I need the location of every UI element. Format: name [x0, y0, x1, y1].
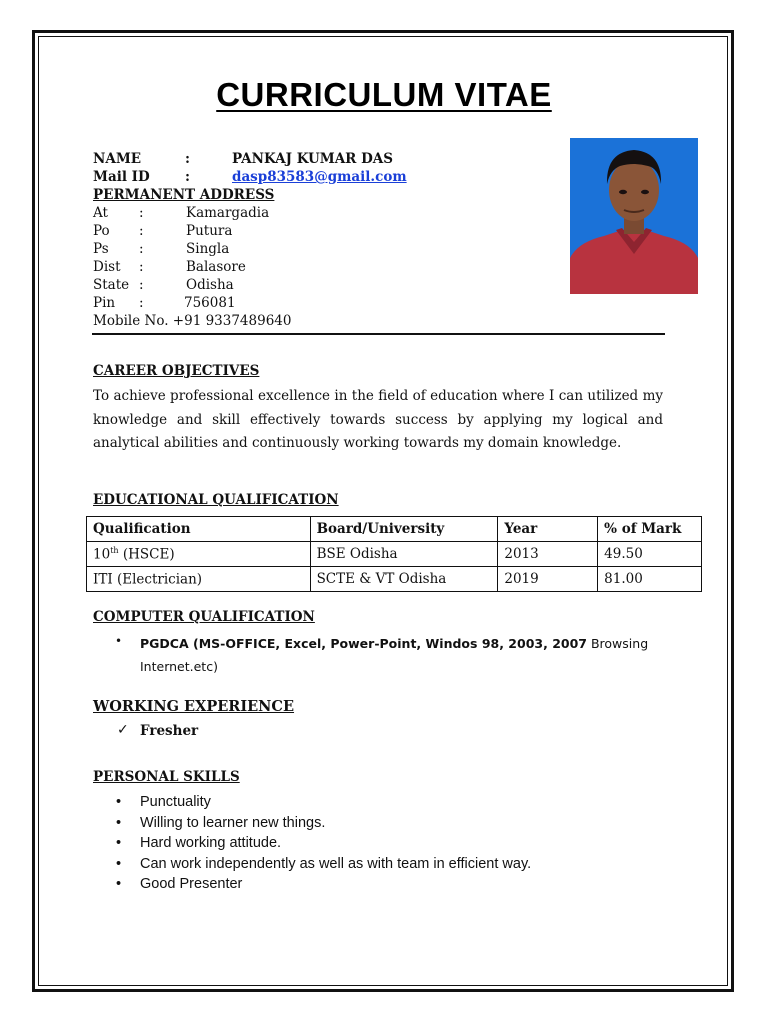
checkmark-icon: ✓: [117, 722, 129, 738]
career-heading: CAREER OBJECTIVES: [93, 363, 260, 379]
address-colon: :: [139, 223, 144, 239]
board-cell: SCTE & VT Odisha: [310, 567, 498, 592]
education-table: [86, 516, 702, 592]
name-colon: :: [185, 151, 190, 167]
address-colon: :: [139, 241, 144, 257]
board-cell: BSE Odisha: [310, 542, 498, 567]
skills-list: [116, 794, 531, 897]
address-label-pin: Pin: [93, 295, 116, 311]
address-value-pin: 756081: [184, 295, 236, 311]
mark-cell: 81.00: [598, 567, 702, 592]
address-colon: :: [139, 295, 144, 311]
column-header: % of Mark: [598, 517, 702, 542]
column-header: Board/University: [310, 517, 498, 542]
column-header: Qualification: [87, 517, 311, 542]
computer-qualification-text: PGDCA (MS-OFFICE, Excel, Power-Point, Windos 98, 2003, 2007 Browsing Internet.etc): [140, 636, 649, 674]
mobile-number: Mobile No. +91 9337489640: [93, 313, 292, 329]
table-header-row: [87, 517, 702, 542]
name-value: PANKAJ KUMAR DAS: [232, 151, 394, 167]
mail-colon: :: [185, 169, 190, 185]
mail-label: Mail ID: [93, 169, 150, 185]
skills-heading: PERSONAL SKILLS: [93, 769, 240, 785]
list-item: • Good Presenter: [116, 876, 531, 897]
header-divider: [92, 333, 665, 335]
profile-photo: [570, 138, 698, 294]
education-heading: EDUCATIONAL QUALIFICATION: [93, 492, 339, 508]
table-row: [87, 567, 702, 592]
list-item: • Hard working attitude.: [116, 835, 531, 856]
address-value-po: Putura: [186, 223, 233, 239]
mark-cell: 49.50: [598, 542, 702, 567]
document-title: CURRICULUM VITAE: [216, 76, 552, 113]
bullet-icon: •: [115, 634, 123, 648]
address-value-ps: Singla: [186, 241, 230, 257]
address-colon: :: [139, 277, 144, 293]
year-cell: 2013: [498, 542, 598, 567]
table-row: [87, 542, 702, 567]
address-label-dist: Dist: [93, 259, 121, 275]
work-item: Fresher: [140, 723, 199, 739]
work-heading: WORKING EXPERIENCE: [93, 698, 295, 715]
list-item: • Can work independently as well as with team in efficient way.: [116, 856, 531, 877]
qualification-cell: ITI (Electrician): [87, 567, 311, 592]
address-value-at: Kamargadia: [186, 205, 270, 221]
list-item: • Willing to learner new things.: [116, 815, 531, 836]
column-header: Year: [498, 517, 598, 542]
list-item: • Punctuality: [116, 794, 531, 815]
address-value-state: Odisha: [186, 277, 234, 293]
address-label-at: At: [93, 205, 108, 221]
address-label-po: Po: [93, 223, 110, 239]
career-objective-text: To achieve professional excellence in the field of education where I can utilized my knowledge and skill effectively towards success by applying my logical and analytical abilities and continuously working towards my domain knowledge.: [93, 388, 663, 452]
address-value-dist: Balasore: [186, 259, 246, 275]
computer-heading: COMPUTER QUALIFICATION: [93, 609, 315, 625]
year-cell: 2019: [498, 567, 598, 592]
address-colon: :: [139, 205, 144, 221]
address-heading: PERMANENT ADDRESS: [93, 187, 275, 203]
address-label-ps: Ps: [93, 241, 109, 257]
address-colon: :: [139, 259, 144, 275]
address-label-state: State: [93, 277, 130, 293]
name-label: NAME: [93, 151, 142, 167]
qualification-cell: 10th (HSCE): [87, 542, 311, 567]
email-link[interactable]: dasp83583@gmail.com: [232, 169, 407, 185]
